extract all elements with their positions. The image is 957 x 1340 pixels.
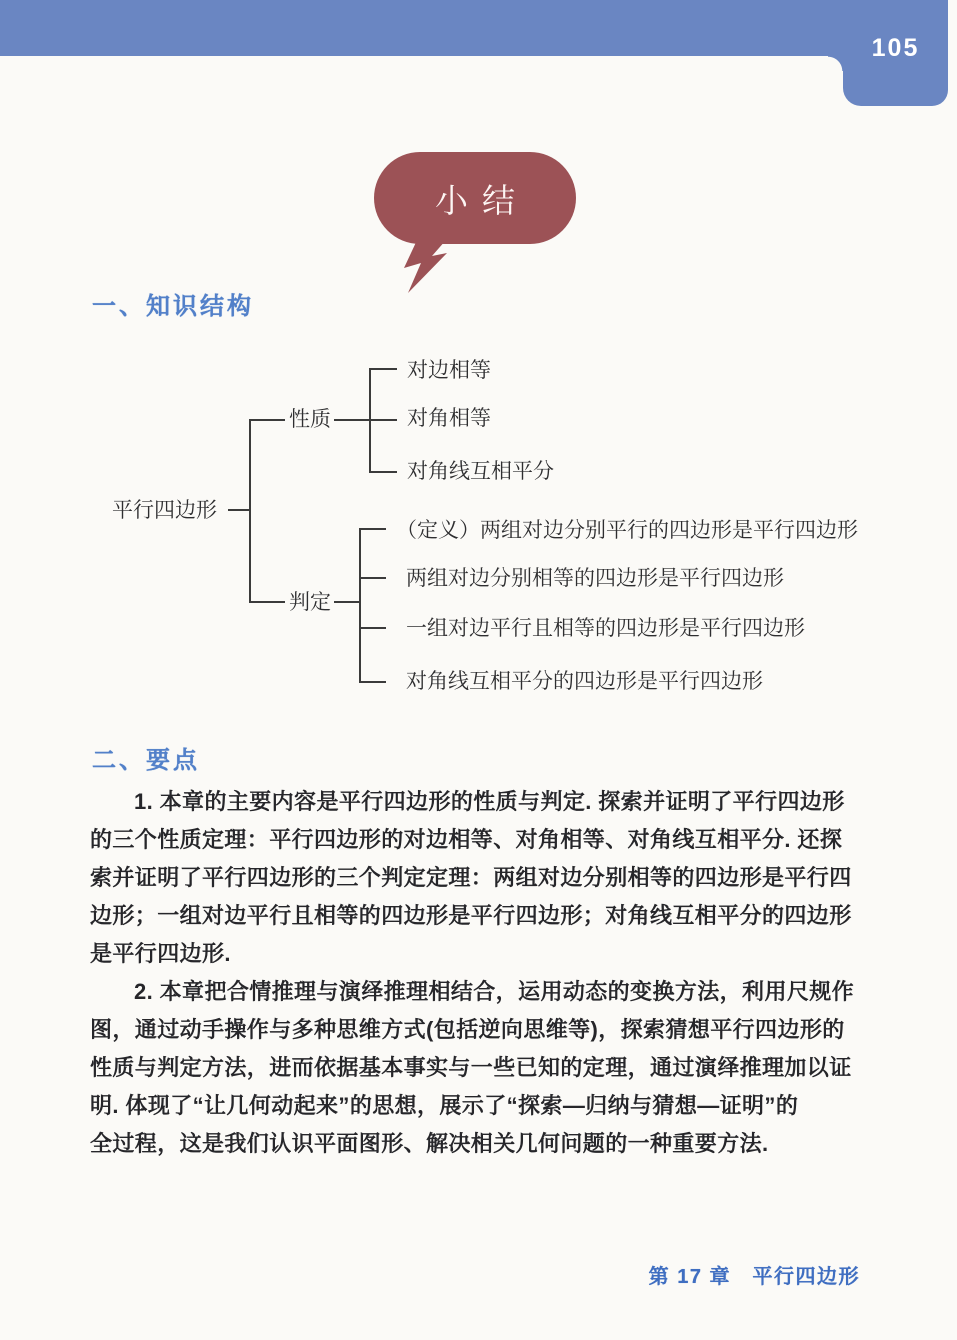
summary-bubble: [374, 152, 576, 244]
banner-fillet: [828, 56, 843, 71]
paragraph-line: 明. 体现了“让几何动起来”的思想，展示了“探索—归纳与猜想—证明”的: [90, 1093, 799, 1118]
paragraph-line: 2. 本章把合情推理与演绎推理相结合，运用动态的变换方法，利用尺规作: [134, 979, 855, 1004]
tree-leaf-determination-4: 对角线互相平分的四边形是平行四边形: [406, 669, 763, 693]
paragraph-line: 索并证明了平行四边形的三个判定定理：两组对边分别相等的四边形是平行四: [90, 865, 852, 890]
tree-line-determination-bracket: [359, 528, 361, 683]
tree-line-property-2-stub: [369, 419, 397, 421]
footer-chapter-label: 第 17 章 平行四边形: [648, 1266, 860, 1288]
tree-line-root-stub: [228, 509, 250, 511]
tree-leaf-property-3: 对角线互相平分: [407, 459, 554, 483]
paragraph-line: 性质与判定方法，进而依据基本事实与一些已知的定理，通过演绎推理加以证: [90, 1055, 852, 1080]
tree-branch-properties: 性质: [289, 407, 331, 431]
tree-line-property-1-stub: [369, 368, 397, 370]
tree-leaf-determination-2: 两组对边分别相等的四边形是平行四边形: [406, 566, 784, 590]
tree-line-determination-stub: [249, 601, 285, 603]
paragraph-line: 的三个性质定理：平行四边形的对边相等、对角相等、对角线互相平分. 还探: [90, 827, 843, 852]
tree-leaf-determination-3: 一组对边平行且相等的四边形是平行四边形: [406, 616, 805, 640]
tree-line-property-3-stub: [369, 471, 397, 473]
page-number: 105: [871, 34, 920, 62]
tree-leaf-determination-1: （定义）两组对边分别平行的四边形是平行四边形: [396, 518, 858, 542]
top-banner: [0, 0, 948, 56]
paragraph-line: 图，通过动手操作与多种思维方式(包括逆向思维等)，探索猜想平行四边形的: [90, 1017, 845, 1042]
paragraph-line: 1. 本章的主要内容是平行四边形的性质与判定. 探索并证明了平行四边形: [134, 789, 845, 814]
section-heading-knowledge-structure: 一、知识结构: [92, 293, 254, 320]
key-point-paragraph-1: [90, 783, 880, 973]
bubble-tail-bolt-icon: [398, 238, 460, 294]
tree-line-determination-out: [334, 601, 361, 603]
tree-branch-determination: 判定: [289, 590, 331, 614]
paragraph-line: 是平行四边形.: [90, 941, 231, 966]
paragraph-line: 全过程，这是我们认识平面图形、解决相关几何问题的一种重要方法.: [90, 1131, 769, 1156]
tree-line-properties-out: [334, 419, 371, 421]
tree-leaf-property-1: 对边相等: [407, 358, 491, 382]
tree-line-determination-4-stub: [359, 681, 386, 683]
summary-bubble-label: 小结: [435, 181, 529, 219]
tree-line-determination-1-stub: [359, 528, 386, 530]
key-point-paragraph-2: [90, 973, 880, 1163]
tree-line-main-bracket: [249, 419, 251, 603]
tree-line-determination-2-stub: [359, 577, 386, 579]
tree-root-parallelogram: 平行四边形: [112, 498, 217, 522]
tree-line-properties-stub: [249, 419, 285, 421]
tree-leaf-property-2: 对角相等: [407, 406, 491, 430]
tree-line-determination-3-stub: [359, 627, 386, 629]
page-number-tab: [843, 0, 948, 106]
section-heading-key-points: 二、要点: [92, 747, 200, 774]
paragraph-line: 边形；一组对边平行且相等的四边形是平行四边形；对角线互相平分的四边形: [90, 903, 852, 928]
